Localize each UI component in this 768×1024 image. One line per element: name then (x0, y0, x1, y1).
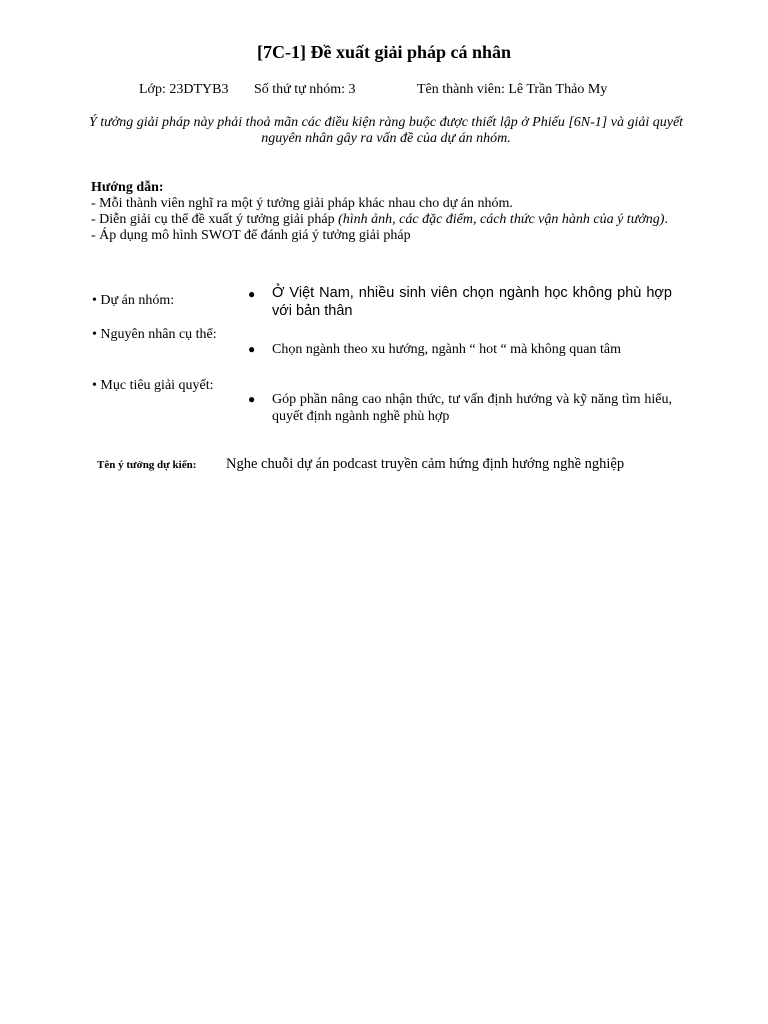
guide-section (91, 180, 703, 244)
intro-note: Ý tưởng giải pháp này phải thoả mãn các điều kiện ràng buộc được thiết lập ở Phiếu [6N-1] và giải quyết nguyên nhân gây ra vấn đề của dự án nhóm. (88, 115, 684, 146)
row-label-cause: • Nguyên nhân cụ thể: (92, 327, 217, 342)
row-value-goal: Góp phần nâng cao nhận thức, tư vấn định hướng và kỹ năng tìm hiểu, quyết định ngành nghề phù hợp (272, 392, 672, 424)
page-title: [7C-1] Đề xuất giải pháp cá nhân (256, 42, 512, 62)
guide-line-2-detail: (hình ảnh, các đặc điểm, cách thức vận hành của ý tưởng) (338, 212, 665, 227)
row-value-project: Ở Việt Nam, nhiều sinh viên chọn ngành học không phù hợp với bản thân (272, 285, 672, 319)
bullet-icon: ● (248, 287, 256, 301)
row-label-project: • Dự án nhóm: (92, 293, 175, 308)
idea-value: Nghe chuỗi dự án podcast truyền cảm hứng định hướng nghề nghiệp (226, 456, 625, 472)
bullet-icon: ● (248, 342, 256, 356)
guide-heading: Hướng dẫn: (91, 180, 164, 195)
row-value-cause: Chọn ngành theo xu hướng, ngành “ hot “ mà không quan tâm (272, 342, 621, 357)
group-number: Số thứ tự nhóm: 3 (254, 82, 356, 97)
guide-line-2-text: - Diễn giải cụ thể đề xuất ý tưởng giải pháp (91, 212, 339, 227)
guide-line-2-end: . (664, 212, 668, 227)
member-name: Tên thành viên: Lê Trần Thảo My (417, 82, 608, 97)
bullet-icon: ● (248, 392, 256, 406)
guide-line-2 (91, 212, 703, 228)
class-label: Lớp: 23DTYB3 (139, 82, 229, 97)
guide-line-1: - Mỗi thành viên nghĩ ra một ý tưởng giải pháp khác nhau cho dự án nhóm. (91, 196, 513, 211)
row-label-goal: • Mục tiêu giải quyết: (92, 378, 214, 393)
guide-line-3: - Áp dụng mô hình SWOT để đánh giá ý tưởng giải pháp (91, 228, 411, 243)
idea-label: Tên ý tưởng dự kiến: (97, 459, 197, 471)
